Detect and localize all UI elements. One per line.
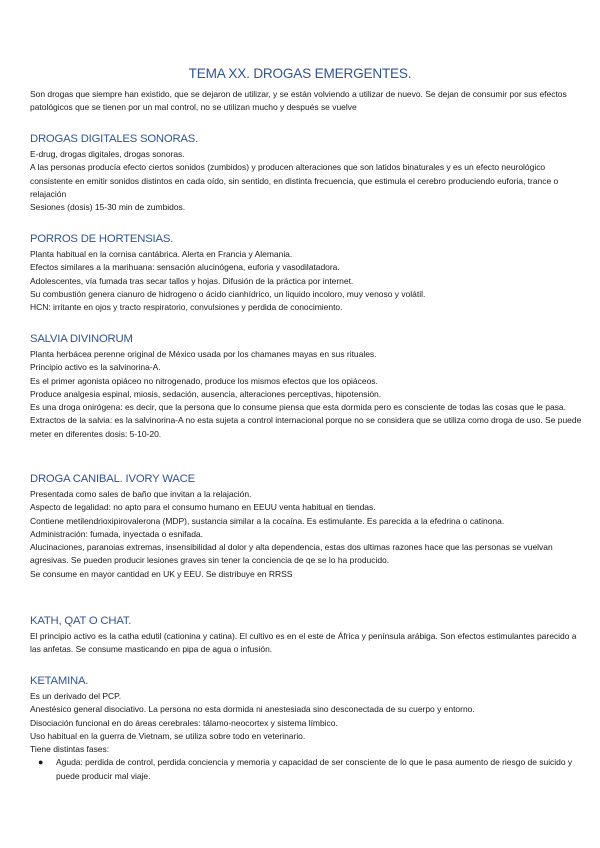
section-paragraph: Tiene distintas fases: bbox=[30, 744, 110, 755]
section-paragraph: E-drug, drogas digitales, drogas sonoras. bbox=[30, 149, 185, 159]
list-item bbox=[30, 756, 582, 783]
section-heading: SALVIA DIVINORUM bbox=[30, 333, 133, 345]
section-paragraph: Anestésico general disociativo. La persona no esta dormida ni anestesiada sino desconectada de su cuerpo y entorno. bbox=[30, 704, 475, 715]
section-paragraph: Alucinaciones, paranoias extremas, insensibilidad al dolor y alta dependencia, estas dos ultimas razones hace que las personas se vuelvan agresivas. Se pueden producir lesiones graves sin tener la conciencia de qe se lo ha producido. bbox=[30, 542, 553, 566]
section-paragraph: A las personas producía efecto ciertos sonidos (zumbidos) y producen alteraciones que son latidos binaturales y es un efecto neurológico consistente en emitir sonidos distintos en cada oído, sin sentido, en distinta frecuencia, que estimula el cerebro produciendo euforia, trance o relajación bbox=[30, 162, 559, 199]
section-paragraph: Es el primer agonista opiáceo no nitrogenado, produce los mismos efectos que los opiáceos. bbox=[30, 375, 378, 386]
section-drogas-digitales bbox=[30, 132, 582, 214]
section-heading: PORROS DE HORTENSIAS. bbox=[30, 233, 174, 245]
section-paragraph: Sesiones (dosis) 15-30 min de zumbidos. bbox=[30, 202, 186, 213]
bullet-icon: ● bbox=[38, 757, 44, 768]
section-kath-qat-chat bbox=[30, 614, 582, 657]
section-salvia-divinorum bbox=[30, 332, 582, 441]
section-heading: KATH, QAT O CHAT. bbox=[30, 615, 132, 627]
section-paragraph: El principio activo es la catha edutil (cationina y catina). El cultivo es en el este de África y península arábiga. Son efectos estimulantes parecido a las anfetas. Se consume masticando en pipa de agua o infusión. bbox=[30, 631, 577, 655]
section-paragraph: Extractos de la salvia: es la salvinorina-A no esta sujeta a control internacional porque no se considera que se utiliza como droga de uso. Se puede meter en diferentes dosis: 5-10-20. bbox=[30, 415, 582, 439]
section-paragraph: Es una droga onirógena: es decir, que la persona que lo consume piensa que esta dormida pero es consciente de todas las cosas que le pasa. bbox=[30, 402, 566, 413]
section-paragraph: Planta habitual en la cornisa cantábrica. Alerta en Francia y Alemania. bbox=[30, 249, 293, 259]
section-paragraph: Su combustión genera cianuro de hidrogeno o ácido cianhídrico, un liquido incoloro, muy venoso y volátil. bbox=[30, 288, 426, 299]
section-paragraph: Presentada como sales de baño que invitan a la relajación. bbox=[30, 489, 252, 499]
section-paragraph: Efectos similares a la marihuana: sensación alucinógena, euforia y vasodilatadora. bbox=[30, 262, 340, 273]
section-paragraph: Administración: fumada, inyectada o esnifada. bbox=[30, 528, 203, 539]
section-paragraph: Uso habitual en la guerra de Vietnam, se utiliza sobre todo en veterinario. bbox=[30, 730, 306, 741]
section-heading: DROGAS DIGITALES SONORAS. bbox=[30, 133, 199, 145]
section-droga-canibal bbox=[30, 472, 582, 581]
section-paragraph: Planta herbácea perenne original de México usada por los chamanes mayas en sus rituales. bbox=[30, 349, 377, 359]
section-paragraph: Aspecto de legalidad: no apto para el consumo humano en EEUU venta habitual en tiendas. bbox=[30, 502, 376, 513]
section-paragraph: Adolescentes, vía fumada tras secar tallos y hojas. Difusión de la práctica por internet. bbox=[30, 275, 354, 286]
section-heading: KETAMINA. bbox=[30, 675, 89, 687]
page-title: TEMA XX. DROGAS EMERGENTES. bbox=[188, 66, 412, 81]
section-paragraph: Disociación funcional en do áreas cerebrales: tálamo-neocortex y sistema límbico. bbox=[30, 717, 338, 728]
section-ketamina bbox=[30, 674, 582, 783]
section-paragraph: Contiene metilendrioxipirovalerona (MDP), sustancia similar a la cocaína. Es estimulante. Es parecida a la efedrina o catinona. bbox=[30, 515, 505, 526]
intro-paragraph: Son drogas que siempre han existido, que se dejaron de utilizar, y se están volviendo a utilizar de nuevo. Se dejan de consumir por sus efectos patológicos que se tienen por un mal control, no se utilizan mucho y después se vuelve bbox=[30, 89, 567, 113]
section-paragraph: HCN: irritante en ojos y tracto respiratorio, convulsiones y perdida de conocimiento. bbox=[30, 302, 343, 313]
section-paragraph: Principio activo es la salvinorina-A. bbox=[30, 362, 161, 373]
bullet-list bbox=[30, 756, 582, 783]
list-item-text: Aguda: perdida de control, perdida conciencia y memoria y capacidad de ser consciente de lo que le pasa aumento de riesgo de suicido y puede producir mal viaje. bbox=[56, 757, 573, 781]
section-paragraph: Es un derivado del PCP. bbox=[30, 691, 122, 701]
section-paragraph: Se consume en mayor cantidad en UK y EEU. Se distribuye en RRSS bbox=[30, 568, 293, 579]
section-porros-hortensias bbox=[30, 232, 582, 314]
section-paragraph: Produce analgesia espinal, miosis, sedación, ausencia, alteraciones perceptivas, hipotensión. bbox=[30, 388, 382, 399]
section-heading: DROGA CANIBAL. IVORY WACE bbox=[30, 473, 195, 485]
